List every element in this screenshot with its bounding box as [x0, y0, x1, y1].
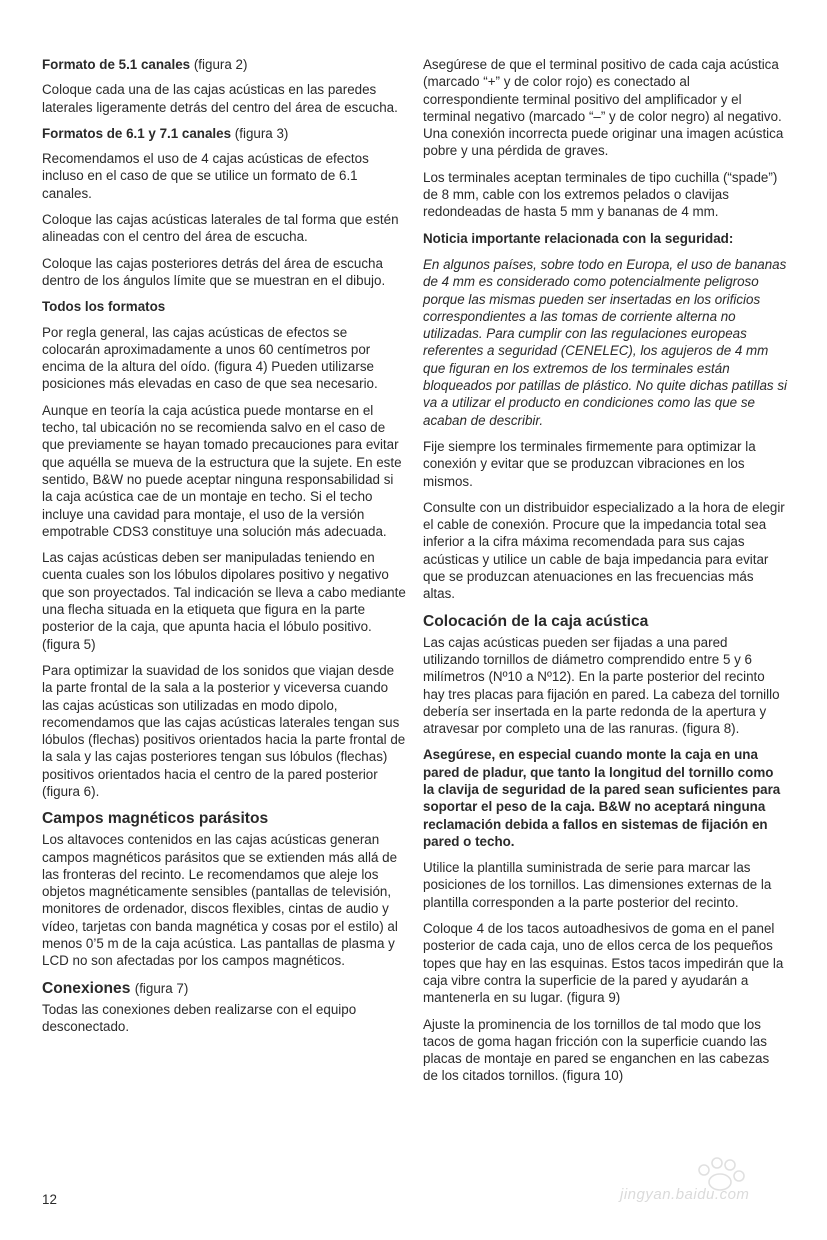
paragraph: Consulte con un distribuidor especializado a la hora de elegir el cable de conexión. Procure que la impedancia total sea inferior a la cifra máxima recomendada para sus cajas acústicas y utilice un cable de baja impedancia para evitar que se produzcan atenuaciones en las frecuencias más altas. [423, 499, 785, 602]
paragraph: Asegúrese de que el terminal positivo de cada caja acústica (marcado “+” y de color rojo) es conectado al correspondiente terminal positivo del amplificador y el terminal negativo (marcado “–” y de color negro) al negativo. Una conexión incorrecta puede originar una imagen acústica pobre y una pérdida de graves. [423, 57, 784, 159]
paragraph: Coloque 4 de los tacos autoadhesivos de goma en el panel posterior de cada caja, uno de ellos cerca de los pequeños topes que hay en las esquinas. Estos tacos impedirán que la caja vibre contra la superficie de la pared y ayudarán a mantenerla en su lugar. (figura 9) [423, 921, 784, 1006]
left-column [42, 56, 406, 1044]
heading-5-1: Formato de 5.1 canales (figura 2) [42, 57, 248, 72]
paragraph: Las cajas acústicas deben ser manipuladas teniendo en cuenta cuales son los lóbulos dipolares positivo y negativo que son proyectados. Tal indicación se lleva a cabo mediante una flecha situada en la etiqueta que figura en la parte posterior de la caja, que apunta hacia el lóbulo positivo. (figura 5) [42, 550, 406, 652]
paragraph: Recomendamos el uso de 4 cajas acústicas de efectos incluso en el caso de que se utilice un formato de 6.1 canales. [42, 151, 369, 201]
heading-all-formats: Todos los formatos [42, 299, 166, 315]
paragraph: Coloque las cajas acústicas laterales de tal forma que estén alineadas con el centro del área de escucha. [42, 212, 399, 245]
paragraph: Fije siempre los terminales firmemente para optimizar la conexión y evitar que se produzcan vibraciones en los mismos. [423, 438, 756, 489]
paragraph: Aunque en teoría la caja acústica puede montarse en el techo, tal ubicación no se recomienda salvo en el caso de que previamente se hayan tomado precauciones para evitar que aquélla se mueva de la estructura que la sujete. En este sentido, B&W no puede aceptar ninguna responsabilidad si la caja acústica cae de un montaje en techo. Si el techo incluye una cavidad para montaje, el uso de la versión empotrable CDS3 constituye una solución más adecuada. [42, 402, 402, 539]
mounting-warning: Asegúrese, en especial cuando monte la caja en una pared de pladur, que tanto la longitud del tornillo como la clavija de seguridad de la pared sean suficientes para soportar el peso de la caja. B&W no aceptará ninguna reclamación debida a fallos en sistemas de fijación en pared o techo. [423, 747, 781, 849]
paragraph: Coloque cada una de las cajas acústicas en las paredes laterales ligeramente detrás del centro del área de escucha. [42, 82, 398, 115]
paragraph: Las cajas acústicas pueden ser fijadas a una pared utilizando tornillos de diámetro comprendido entre 5 y 6 milímetros (Nº10 a Nº12). En la parte posterior del recinto hay tres placas para fijación en pared. La cabeza del tornillo debería ser insertada en la parte redonda de la apertura y atravesar por completo una de las ranuras. (figura 8). [423, 634, 780, 737]
paragraph: Utilice la plantilla suministrada de serie para marcar las posiciones de los tornillos. Las dimensiones externas de la plantilla corresponden a la parte posterior del recinto. [423, 860, 772, 910]
paragraph: Todas las conexiones deben realizarse con el equipo desconectado. [42, 1001, 357, 1034]
right-column [423, 56, 787, 1094]
heading-connections: Conexiones (figura 7) [42, 979, 189, 997]
heading-placement: Colocación de la caja acústica [423, 612, 649, 630]
paragraph: Coloque las cajas posteriores detrás del área de escucha dentro de los ángulos límite que se muestran en el dibujo. [42, 255, 386, 288]
paragraph: Ajuste la prominencia de los tornillos de tal modo que los tacos de goma hagan fricción con la superficie cuando las placas de montaje en pared se enganchen en las cabezas de los citados tornillos. (figura 10) [423, 1016, 770, 1084]
paragraph: Para optimizar la suavidad de los sonidos que viajan desde la parte frontal de la sala a la posterior y viceversa cuando las cajas acústicas son utilizadas en modo dipolo, recomendamos que las cajas acústicas laterales tengan sus lóbulos (flechas) positivos orientados hacia la parte frontal de la sala y las cajas posteriores tengan sus lóbulos (flechas) positivos orientados hacia el centro de la pared posterior (figura 6). [42, 662, 406, 799]
paragraph: Los altavoces contenidos en las cajas acústicas generan campos magnéticos parásitos que se extienden más allá de las fronteras del recinto. Le recomendamos que aleje los objetos magnéticamente sensibles (pantallas de televisión, monitores de ordenador, discos flexibles, cintas de audio y vídeo, tarjetas con banda magnética y cosas por el estilo) al menos 0’5 m de la caja acústica. Las pantallas de plasma y LCD no son afectadas por los campos magnéticos. [42, 832, 398, 969]
page-number: 12 [42, 1192, 57, 1207]
heading-magnetic-fields: Campos magnéticos parásitos [42, 810, 269, 828]
safety-text: En algunos países, sobre todo en Europa, el uso de bananas de 4 mm es considerado como potencialmente peligroso porque las mismas pueden ser insertadas en los orificios correspondientes a las tomas de corriente alterna no utilizadas. Para cumplir con las regulaciones europeas referentes a seguridad (CENELEC), los agujeros de 4 mm que figuran en los extremos de los terminales están bloqueados por patillas de plástico. No quite dichas patillas si va a utilizar el producto en condiciones como las que se acaban de describir. [423, 256, 787, 428]
watermark [586, 1148, 786, 1218]
paragraph: Los terminales aceptan terminales de tipo cuchilla (“spade”) de 8 mm, cable con los extremos pelados o clavijas redondeadas de hasta 5 mm y bananas de 4 mm. [423, 169, 778, 220]
heading-6-1-7-1: Formatos de 6.1 y 7.1 canales (figura 3) [42, 125, 289, 141]
safety-heading: Noticia importante relacionada con la seguridad: [423, 230, 734, 246]
paragraph: Por regla general, las cajas acústicas de efectos se colocarán aproximadamente a unos 60 centímetros por encima de la altura del oído. (figura 4) Pueden utilizarse posiciones más elevadas en caso de que sea necesario. [42, 324, 378, 392]
paw-logo-icon [586, 1148, 786, 1218]
watermark-text: jingyan.baidu.com [620, 1186, 750, 1203]
